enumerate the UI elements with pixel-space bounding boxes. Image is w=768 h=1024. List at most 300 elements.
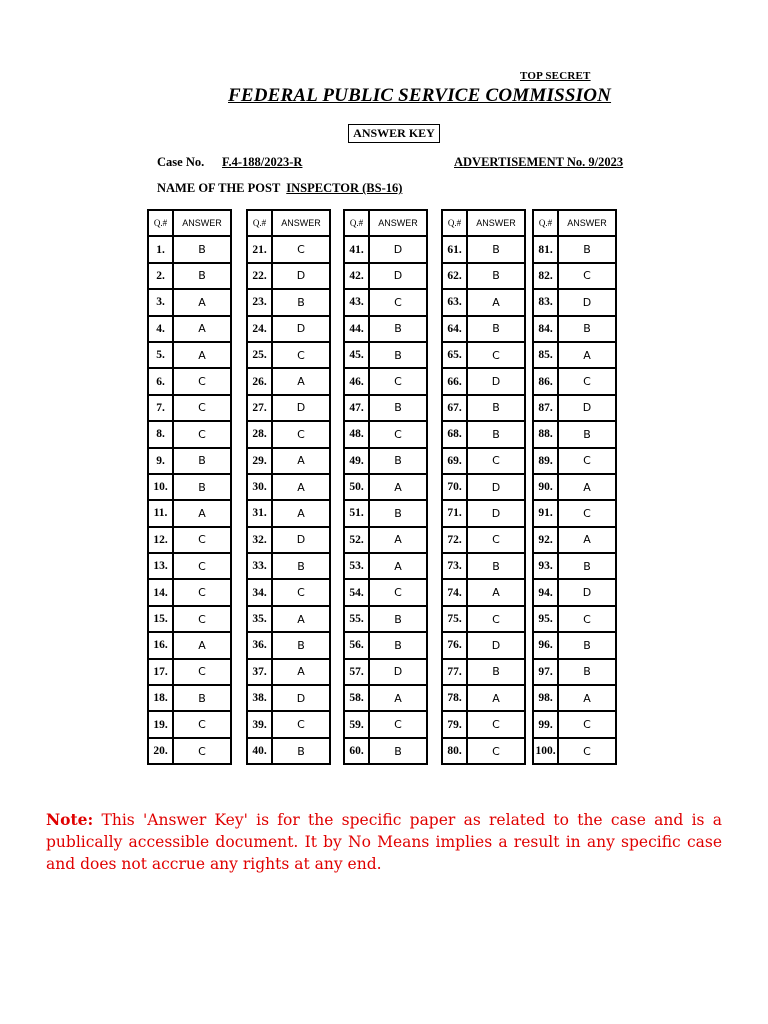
question-number: 24. (247, 316, 272, 342)
table-row (148, 527, 231, 553)
answer-header: ANSWER (369, 210, 427, 236)
answer-cell: C (369, 421, 427, 447)
question-number: 6. (148, 368, 173, 394)
table-row (442, 474, 525, 500)
answer-cell: B (369, 606, 427, 632)
answer-cell: C (173, 659, 231, 685)
question-number: 13. (148, 553, 173, 579)
advertisement-number: ADVERTISEMENT No. 9/2023 (454, 155, 624, 169)
table-row (148, 685, 231, 711)
table-row (533, 711, 616, 737)
answer-cell: A (272, 448, 330, 474)
question-number: 98. (533, 685, 558, 711)
table-row (247, 527, 330, 553)
answer-cell: C (272, 236, 330, 262)
answer-cell: B (369, 316, 427, 342)
answer-table-block (532, 209, 617, 765)
answer-cell: B (558, 421, 616, 447)
table-header-row (247, 210, 330, 236)
answer-cell: D (369, 263, 427, 289)
question-number: 93. (533, 553, 558, 579)
answer-cell: C (558, 606, 616, 632)
question-number: 94. (533, 579, 558, 605)
answer-cell: B (467, 395, 525, 421)
question-number: 89. (533, 448, 558, 474)
question-number: 84. (533, 316, 558, 342)
table-row (442, 527, 525, 553)
answer-cell: B (272, 289, 330, 315)
question-number: 61. (442, 236, 467, 262)
table-row (148, 474, 231, 500)
table-row (148, 263, 231, 289)
question-number: 23. (247, 289, 272, 315)
answer-cell: C (173, 421, 231, 447)
question-number: 80. (442, 738, 467, 764)
question-number: 37. (247, 659, 272, 685)
answer-cell: A (173, 316, 231, 342)
table-row (247, 685, 330, 711)
question-number: 56. (344, 632, 369, 658)
question-number: 42. (344, 263, 369, 289)
question-number: 69. (442, 448, 467, 474)
answer-table-block (343, 209, 428, 765)
answer-cell: B (272, 632, 330, 658)
answer-cell: A (173, 289, 231, 315)
question-number: 43. (344, 289, 369, 315)
question-number: 47. (344, 395, 369, 421)
question-number: 85. (533, 342, 558, 368)
answer-cell: B (467, 263, 525, 289)
question-number: 79. (442, 711, 467, 737)
question-number: 36. (247, 632, 272, 658)
answer-cell: B (467, 316, 525, 342)
table-row (533, 632, 616, 658)
table-row (442, 368, 525, 394)
answer-cell: A (467, 685, 525, 711)
answer-cell: C (558, 500, 616, 526)
question-number: 54. (344, 579, 369, 605)
question-number: 63. (442, 289, 467, 315)
table-row (148, 342, 231, 368)
answer-cell: A (369, 474, 427, 500)
question-number: 92. (533, 527, 558, 553)
question-number: 87. (533, 395, 558, 421)
question-number: 67. (442, 395, 467, 421)
answer-cell: B (369, 342, 427, 368)
table-row (442, 685, 525, 711)
table-row (442, 711, 525, 737)
answer-cell: C (272, 711, 330, 737)
table-row (148, 236, 231, 262)
answer-cell: D (272, 685, 330, 711)
answer-key-heading: ANSWER KEY (348, 124, 440, 143)
answer-cell: C (369, 711, 427, 737)
question-number: 58. (344, 685, 369, 711)
question-number: 99. (533, 711, 558, 737)
table-row (247, 474, 330, 500)
table-row (533, 553, 616, 579)
answer-cell: A (272, 500, 330, 526)
answer-cell: A (272, 606, 330, 632)
answer-cell: D (272, 527, 330, 553)
table-row (247, 711, 330, 737)
question-number-header: Q.# (344, 210, 369, 236)
table-row (344, 395, 427, 421)
table-row (442, 342, 525, 368)
answer-cell: B (173, 263, 231, 289)
table-row (247, 263, 330, 289)
table-row (344, 448, 427, 474)
answer-cell: C (467, 738, 525, 764)
table-row (533, 263, 616, 289)
question-number: 57. (344, 659, 369, 685)
table-row (533, 474, 616, 500)
table-row (533, 500, 616, 526)
question-number: 72. (442, 527, 467, 553)
question-number: 2. (148, 263, 173, 289)
answer-cell: D (467, 474, 525, 500)
table-row (344, 316, 427, 342)
answer-cell: D (558, 289, 616, 315)
answer-cell: B (173, 685, 231, 711)
answer-cell: B (173, 474, 231, 500)
table-row (247, 395, 330, 421)
answer-cell: C (272, 579, 330, 605)
question-number: 44. (344, 316, 369, 342)
question-number: 71. (442, 500, 467, 526)
table-row (148, 316, 231, 342)
question-number: 60. (344, 738, 369, 764)
table-header-row (442, 210, 525, 236)
answer-cell: C (173, 606, 231, 632)
table-row (344, 289, 427, 315)
table-row (442, 500, 525, 526)
question-number: 12. (148, 527, 173, 553)
table-row (148, 659, 231, 685)
answer-cell: A (558, 527, 616, 553)
case-label: Case No. (157, 155, 205, 169)
table-row (442, 316, 525, 342)
answer-cell: B (173, 448, 231, 474)
answer-cell: B (369, 738, 427, 764)
answer-cell: A (173, 342, 231, 368)
answer-header: ANSWER (467, 210, 525, 236)
table-row (148, 632, 231, 658)
table-header-row (344, 210, 427, 236)
table-row (344, 342, 427, 368)
table-row (533, 316, 616, 342)
table-header-row (148, 210, 231, 236)
question-number: 28. (247, 421, 272, 447)
question-number: 34. (247, 579, 272, 605)
answer-cell: A (558, 474, 616, 500)
answer-cell: D (272, 316, 330, 342)
table-row (344, 236, 427, 262)
question-number: 11. (148, 500, 173, 526)
question-number: 73. (442, 553, 467, 579)
table-row (533, 606, 616, 632)
question-number: 25. (247, 342, 272, 368)
table-row (533, 738, 616, 764)
answer-cell: D (369, 236, 427, 262)
answer-cell: A (272, 474, 330, 500)
answer-cell: A (369, 527, 427, 553)
answer-cell: C (173, 579, 231, 605)
answer-cell: C (467, 527, 525, 553)
table-row (533, 368, 616, 394)
answer-cell: D (467, 632, 525, 658)
question-number: 78. (442, 685, 467, 711)
question-number: 90. (533, 474, 558, 500)
table-row (148, 606, 231, 632)
table-row (533, 527, 616, 553)
question-number: 14. (148, 579, 173, 605)
table-row (344, 474, 427, 500)
answer-table-block (147, 209, 232, 765)
table-row (442, 421, 525, 447)
table-row (533, 395, 616, 421)
question-number: 77. (442, 659, 467, 685)
question-number: 41. (344, 236, 369, 262)
question-number-header: Q.# (442, 210, 467, 236)
question-number: 33. (247, 553, 272, 579)
post-name: INSPECTOR (BS-16) (286, 181, 403, 195)
table-row (148, 500, 231, 526)
answer-cell: B (467, 659, 525, 685)
answer-cell: B (558, 316, 616, 342)
answer-cell: A (272, 659, 330, 685)
question-number: 81. (533, 236, 558, 262)
table-row (442, 395, 525, 421)
question-number: 10. (148, 474, 173, 500)
answer-cell: A (272, 368, 330, 394)
table-row (533, 579, 616, 605)
question-number: 21. (247, 236, 272, 262)
answer-cell: A (558, 342, 616, 368)
table-row (442, 579, 525, 605)
table-row (148, 579, 231, 605)
answer-cell: B (272, 738, 330, 764)
answer-cell: C (558, 711, 616, 737)
table-row (247, 236, 330, 262)
table-row (344, 659, 427, 685)
question-number: 7. (148, 395, 173, 421)
question-number: 68. (442, 421, 467, 447)
question-number: 46. (344, 368, 369, 394)
question-number: 30. (247, 474, 272, 500)
question-number: 55. (344, 606, 369, 632)
commission-title: FEDERAL PUBLIC SERVICE COMMISSION (228, 85, 612, 106)
answer-cell: B (272, 553, 330, 579)
answer-cell: C (369, 368, 427, 394)
answer-cell: C (173, 711, 231, 737)
table-row (344, 606, 427, 632)
table-row (344, 632, 427, 658)
table-row (247, 500, 330, 526)
answer-cell: B (558, 236, 616, 262)
answer-cell: C (467, 342, 525, 368)
table-row (442, 632, 525, 658)
table-header-row (533, 210, 616, 236)
table-row (344, 368, 427, 394)
note-text: This 'Answer Key' is for the specific paper as related to the case and is a publically accessible document. It by No Means implies a result in any specific case and does not accrue any rights at any end. (46, 811, 722, 873)
answer-cell: B (467, 236, 525, 262)
question-number-header: Q.# (247, 210, 272, 236)
question-number: 27. (247, 395, 272, 421)
post-row (157, 181, 402, 196)
question-number: 95. (533, 606, 558, 632)
table-row (247, 738, 330, 764)
answer-cell: C (173, 553, 231, 579)
answer-cell: C (272, 421, 330, 447)
question-number: 74. (442, 579, 467, 605)
answer-cell: C (467, 606, 525, 632)
table-row (442, 659, 525, 685)
answer-cell: C (558, 368, 616, 394)
answer-cell: C (467, 448, 525, 474)
answer-table-block (441, 209, 526, 765)
answer-cell: B (369, 448, 427, 474)
table-row (442, 448, 525, 474)
table-row (247, 553, 330, 579)
question-number: 1. (148, 236, 173, 262)
answer-cell: A (369, 685, 427, 711)
table-row (247, 579, 330, 605)
table-row (533, 685, 616, 711)
question-number: 52. (344, 527, 369, 553)
question-number: 22. (247, 263, 272, 289)
answer-cell: A (558, 685, 616, 711)
table-row (247, 316, 330, 342)
question-number: 100. (533, 738, 558, 764)
answer-cell: B (558, 632, 616, 658)
table-row (533, 659, 616, 685)
table-row (533, 448, 616, 474)
question-number: 86. (533, 368, 558, 394)
answer-cell: B (369, 395, 427, 421)
answer-cell: A (467, 579, 525, 605)
note-label: Note: (46, 810, 94, 829)
answer-cell: C (558, 263, 616, 289)
question-number: 88. (533, 421, 558, 447)
table-row (442, 289, 525, 315)
table-row (247, 368, 330, 394)
answer-cell: C (558, 738, 616, 764)
answer-cell: B (369, 632, 427, 658)
question-number: 20. (148, 738, 173, 764)
question-number: 38. (247, 685, 272, 711)
answer-cell: C (173, 395, 231, 421)
answer-cell: D (467, 368, 525, 394)
answer-cell: D (272, 263, 330, 289)
question-number-header: Q.# (533, 210, 558, 236)
question-number: 59. (344, 711, 369, 737)
question-number: 82. (533, 263, 558, 289)
table-row (148, 289, 231, 315)
question-number: 39. (247, 711, 272, 737)
answer-cell: A (173, 632, 231, 658)
question-number: 9. (148, 448, 173, 474)
question-number: 53. (344, 553, 369, 579)
answer-cell: B (369, 500, 427, 526)
answer-cell: B (467, 553, 525, 579)
answer-cell: D (558, 579, 616, 605)
answer-cell: B (558, 659, 616, 685)
table-row (344, 263, 427, 289)
post-label: NAME OF THE POST (157, 181, 281, 195)
table-row (344, 579, 427, 605)
answer-cell: B (173, 236, 231, 262)
table-row (442, 553, 525, 579)
table-row (148, 738, 231, 764)
answer-cell: C (173, 738, 231, 764)
question-number: 40. (247, 738, 272, 764)
question-number: 75. (442, 606, 467, 632)
table-row (344, 527, 427, 553)
table-row (247, 448, 330, 474)
table-row (344, 500, 427, 526)
question-number: 62. (442, 263, 467, 289)
answer-cell: D (369, 659, 427, 685)
table-row (148, 421, 231, 447)
table-row (442, 606, 525, 632)
question-number: 64. (442, 316, 467, 342)
table-row (344, 685, 427, 711)
answer-cell: D (558, 395, 616, 421)
table-row (247, 421, 330, 447)
question-number: 31. (247, 500, 272, 526)
answer-table-block (246, 209, 331, 765)
case-number: F.4-188/2023-R (222, 155, 303, 169)
question-number: 3. (148, 289, 173, 315)
answer-grid (147, 209, 619, 806)
question-number: 45. (344, 342, 369, 368)
question-number: 91. (533, 500, 558, 526)
question-number: 17. (148, 659, 173, 685)
question-number: 8. (148, 421, 173, 447)
question-number: 96. (533, 632, 558, 658)
question-number: 83. (533, 289, 558, 315)
answer-cell: A (173, 500, 231, 526)
question-number: 32. (247, 527, 272, 553)
table-row (533, 342, 616, 368)
answer-cell: B (467, 421, 525, 447)
answer-cell: A (369, 553, 427, 579)
table-row (247, 342, 330, 368)
question-number: 49. (344, 448, 369, 474)
table-row (442, 738, 525, 764)
question-number: 16. (148, 632, 173, 658)
question-number: 19. (148, 711, 173, 737)
table-row (344, 738, 427, 764)
answer-cell: C (173, 368, 231, 394)
disclaimer-note (46, 809, 722, 875)
answer-cell: C (467, 711, 525, 737)
table-row (148, 711, 231, 737)
question-number: 50. (344, 474, 369, 500)
table-row (247, 606, 330, 632)
table-row (148, 553, 231, 579)
answer-header: ANSWER (173, 210, 231, 236)
answer-header: ANSWER (272, 210, 330, 236)
question-number: 26. (247, 368, 272, 394)
table-row (533, 421, 616, 447)
question-number: 29. (247, 448, 272, 474)
question-number: 97. (533, 659, 558, 685)
answer-cell: C (369, 579, 427, 605)
table-row (442, 236, 525, 262)
answer-cell: D (272, 395, 330, 421)
